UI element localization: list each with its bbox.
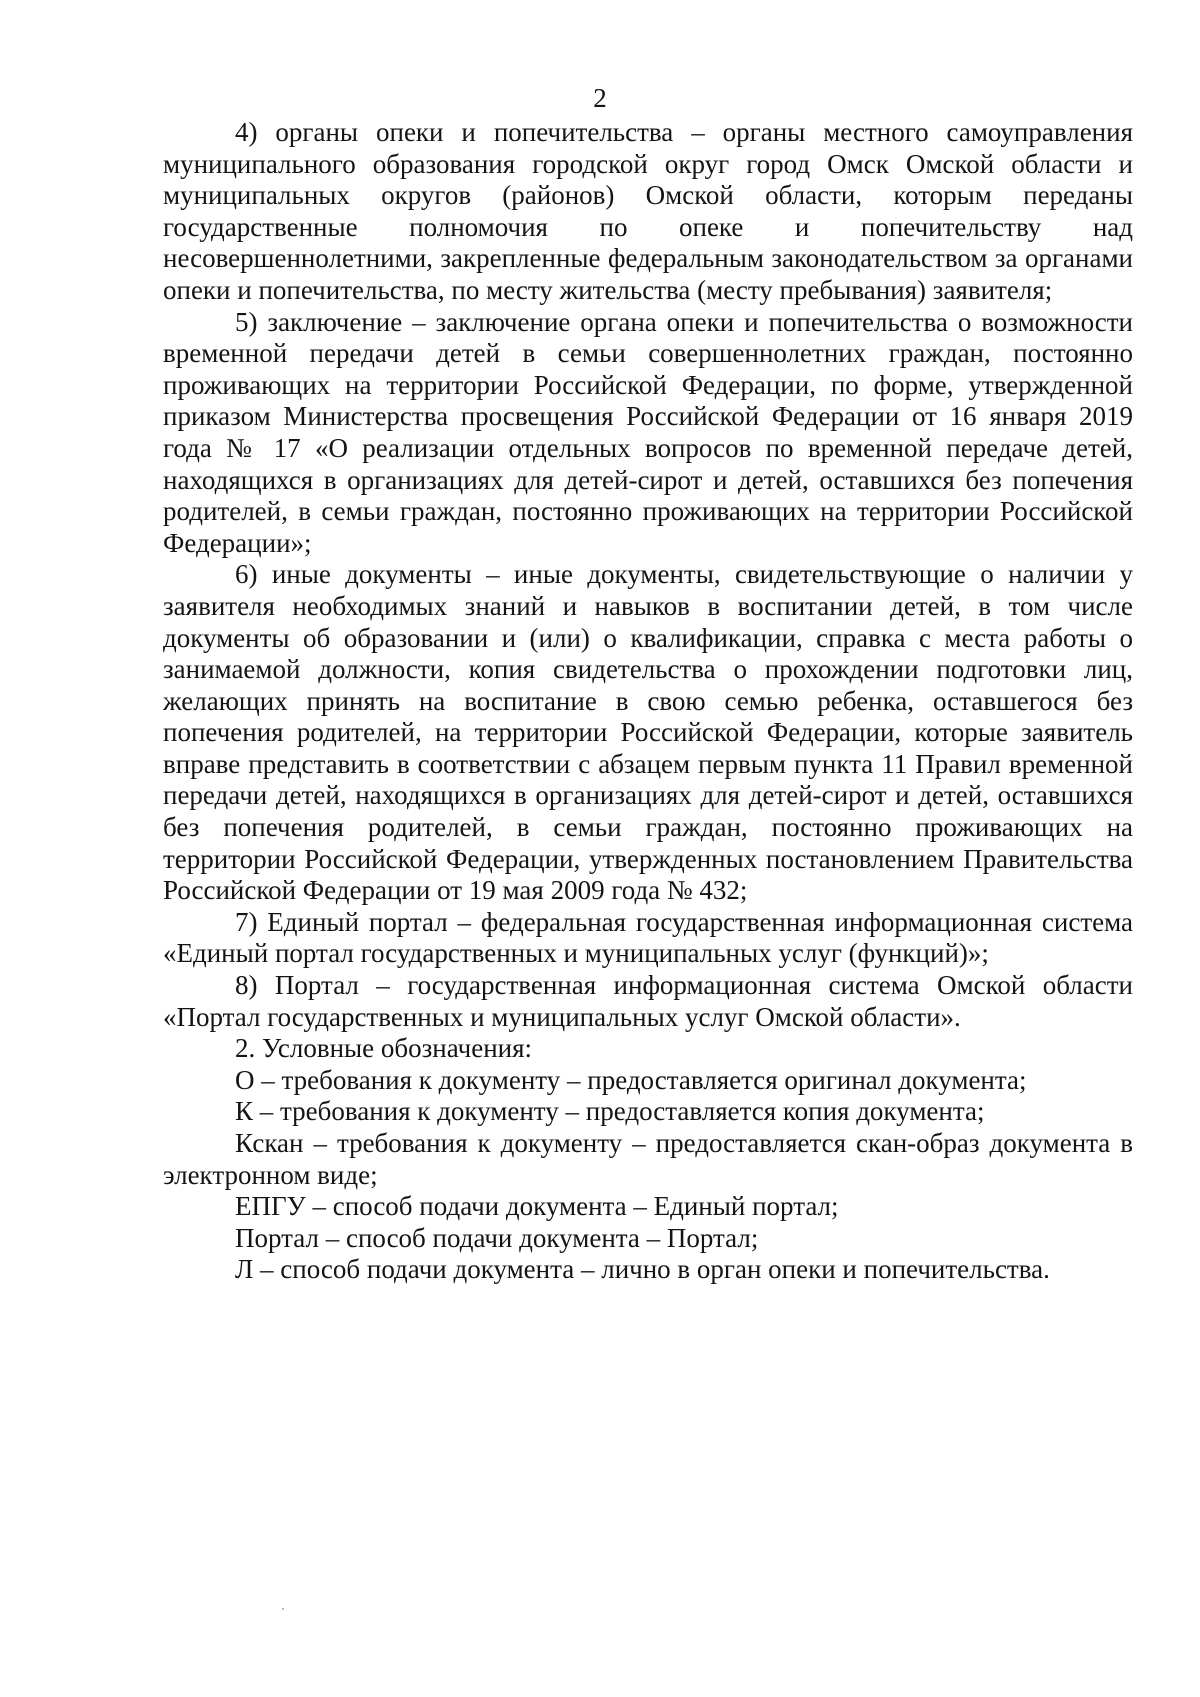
paragraph-definition-5: 5) заключение – заключение органа опеки и попечительства о возможности временной передачи детей в семьи совершеннолетних граждан, постоянно проживающих на территории Российской Федерации, по форме, утвержденной приказом Министерства просвещения Российской Федерации от 16 января 2019 года № 17 «О реализации отдельных вопросов по временной передаче детей, находящихся в организациях для детей-сирот и детей, оставшихся без попечения родителей, в семьи граждан, постоянно проживающих на территории Российской Федерации»; xyxy=(163,306,1133,558)
paragraph-legend-o: О – требования к документу – предоставляется оригинал документа; xyxy=(235,1064,1027,1095)
scan-artifact xyxy=(282,1608,284,1610)
paragraph-definition-8: 8) Портал – государственная информационная система Омской области «Портал государственных и муниципальных услуг Омской области». xyxy=(163,970,1133,1032)
paragraph-definition-6: 6) иные документы – иные документы, свидетельствующие о наличии у заявителя необходимых знаний и навыков в воспитании детей, в том числе документы об образовании и (или) о квалификации, справка с места работы о занимаемой должности, копия свидетельства о прохождении подготовки лиц, желающих принять на воспитание в свою семью ребенка, оставшегося без попечения родителей, на территории Российской Федерации, которые заявитель вправе представить в соответствии с абзацем первым пункта 11 Правил временной передачи детей, находящихся в организациях для детей-сирот и детей, оставшихся без попечения родителей, в семьи граждан, постоянно проживающих на территории Российской Федерации, утвержденных постановлением Правительства Российской Федерации от 19 мая 2009 года № 432; xyxy=(163,559,1133,906)
document-body xyxy=(163,117,1133,1286)
paragraph-legend-k: К – требования к документу – предоставляется копия документа; xyxy=(235,1096,985,1127)
paragraph-legend-kskan: Кскан – требования к документу – предоставляется скан-образ документа в электронном виде; xyxy=(163,1128,1133,1190)
page-number: 2 xyxy=(593,83,607,113)
paragraph-legend-l: Л – способ подачи документа – лично в орган опеки и попечительства. xyxy=(235,1254,1050,1285)
paragraph-legend-portal: Портал – способ подачи документа – Портал; xyxy=(235,1222,759,1253)
paragraph-definition-4: 4) органы опеки и попечительства – органы местного самоуправления муниципального образования городской округ город Омск Омской области и муниципальных округов (районов) Омской области, которым переданы государственные полномочия по опеке и попечительству над несовершеннолетними, закрепленные федеральным законодательством за органами опеки и попечительства, по месту жительства (месту пребывания) заявителя; xyxy=(163,117,1133,305)
paragraph-legend-heading: 2. Условные обозначения: xyxy=(235,1033,533,1064)
paragraph-legend-epgu: ЕПГУ – способ подачи документа – Единый портал; xyxy=(235,1191,839,1222)
paragraph-definition-7: 7) Единый портал – федеральная государственная информационная система «Единый портал государственных и муниципальных услуг (функций)»; xyxy=(163,906,1133,969)
